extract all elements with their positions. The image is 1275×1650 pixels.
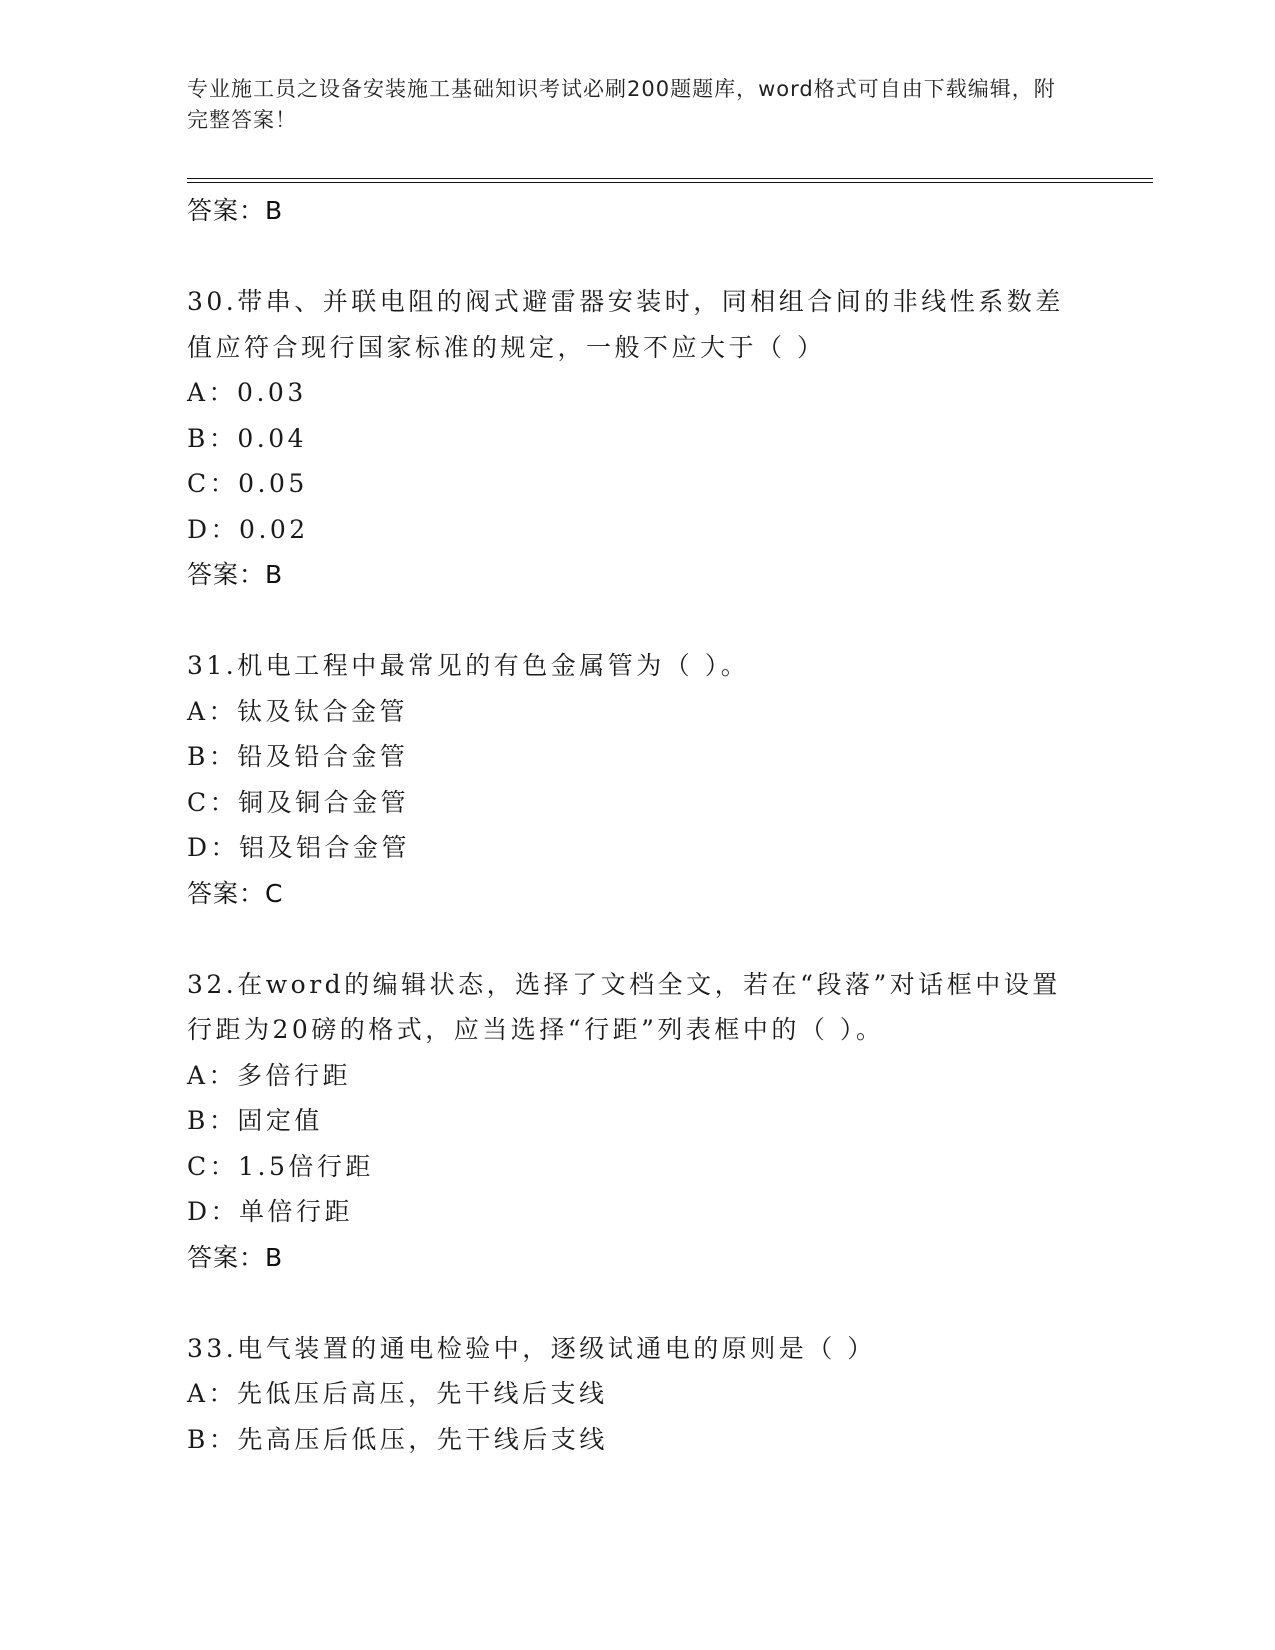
option-c: C：1.5倍行距: [187, 1151, 374, 1181]
question-block: [187, 279, 1087, 598]
option-a: A：先低压后高压，先干线后支线: [187, 1379, 608, 1408]
question-text: 31.机电工程中最常见的有色金属管为（ ）。: [187, 651, 750, 680]
header-divider-bottom: [187, 182, 1153, 183]
question-text: 30.带串、并联电阻的阀式避雷器安装时，同相组合间的非线性系数差值应符合现行国家标准的规定，一般不应大于（ ）: [187, 287, 1064, 362]
option-b: B：铅及铅合金管: [187, 742, 409, 771]
option-a: A：0.03: [187, 378, 307, 407]
document-header: 专业施工员之设备安装施工基础知识考试必刷200题题库，word格式可自由下载编辑，附完整答案！: [187, 77, 1056, 132]
answer-line: 答案：B: [187, 560, 284, 589]
option-c: C：铜及铜合金管: [187, 787, 410, 817]
question-block: [187, 1326, 1087, 1463]
header-divider-top: [187, 178, 1153, 179]
spacer: [187, 917, 1087, 962]
option-a: A：多倍行距: [187, 1060, 352, 1090]
spacer: [187, 234, 1087, 279]
option-d: D：0.02: [187, 514, 309, 544]
answer-line: 答案：C: [187, 878, 284, 908]
question-block: [187, 643, 1087, 917]
answer-line: 答案：B: [187, 1242, 284, 1272]
option-a: A：钛及钛合金管: [187, 696, 409, 726]
spacer: [187, 598, 1087, 643]
option-d: D：单倍行距: [187, 1197, 354, 1226]
option-b: B：0.04: [187, 423, 308, 453]
option-b: B：先高压后低压，先干线后支线: [187, 1424, 608, 1454]
question-text: 33.电气装置的通电检验中，逐级试通电的原则是（ ）: [187, 1333, 876, 1363]
previous-answer: 答案：B: [187, 196, 284, 225]
question-block: [187, 962, 1087, 1281]
option-d: D：铝及铝合金管: [187, 833, 411, 862]
question-list: [187, 188, 1087, 1462]
option-c: C：0.05: [187, 469, 308, 498]
spacer: [187, 1281, 1087, 1326]
question-text: 32.在word的编辑状态，选择了文档全文，若在“段落”对话框中设置行距为20磅的格式，应当选择“行距”列表框中的（ ）。: [187, 969, 1061, 1044]
option-b: B：固定值: [187, 1106, 323, 1135]
